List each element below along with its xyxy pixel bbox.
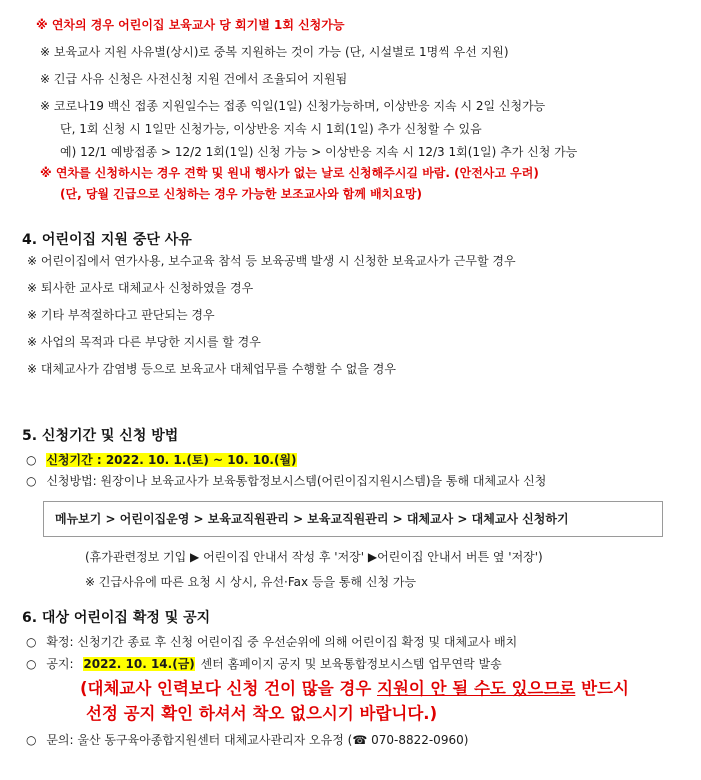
leave-warning: ※ 연차를 신청하시는 경우 견학 및 원내 행사가 없는 날로 신청해주시길 바람. (안전사고 우려) [40, 166, 539, 180]
bullet-circle: ○ [26, 635, 37, 649]
confirm-row [26, 633, 517, 651]
shortage-warning-line2: 선정 공지 확인 하셔서 착오 없으시기 바랍니다.) [86, 704, 438, 723]
period-row [26, 451, 297, 469]
warning-text: 반드시 [575, 679, 629, 698]
note-vaccine-detail: 단, 1회 신청 시 1일만 신청가능, 이상반응 지속 시 1회(1일) 추가 신청할 수 있음 [60, 122, 482, 136]
stop-reason: ※ 사업의 목적과 다른 부당한 지시를 할 경우 [27, 335, 261, 349]
application-method: 신청방법: 원장이나 보육교사가 보육통합정보시스템(어린이집지원시스템)을 통해 대체교사 신청 [46, 474, 547, 488]
application-period: 신청기간 : 2022. 10. 1.(토) ~ 10. 10.(월) [46, 453, 297, 467]
note-vaccine-support: ※ 코로나19 백신 접종 지원일수는 접종 익일(1일) 신청가능하며, 이상반응 지속 시 2일 신청가능 [40, 99, 546, 113]
stop-reason: ※ 대체교사가 감염병 등으로 보육교사 대체업무를 수행할 수 없을 경우 [27, 362, 396, 376]
stop-reason: ※ 기타 부적절하다고 판단되는 경우 [27, 308, 215, 322]
section-6-title: 6. 대상 어린이집 확정 및 공지 [22, 610, 211, 626]
menu-path-box [43, 501, 663, 537]
bullet-circle: ○ [26, 474, 37, 488]
save-instruction: (휴가관련정보 기입 ▶ 어린이집 안내서 작성 후 '저장' ▶어린이집 안내서 버튼 옆 '저장') [85, 550, 543, 564]
warning-underlined: 지원이 안 될 수도 있으므로 [377, 679, 576, 698]
bullet-circle: ○ [26, 453, 37, 467]
contact-row [26, 731, 468, 749]
note-vaccine-example: 예) 12/1 예방접종 > 12/2 1회(1일) 신청 가능 > 이상반응 지속 시 12/3 1회(1일) 추가 신청 가능 [60, 145, 578, 159]
urgent-request-note: ※ 긴급사유에 따른 요청 시 상시, 유선·Fax 등을 통해 신청 가능 [85, 575, 417, 589]
notice-label: 공지: [46, 657, 74, 671]
section-5-title: 5. 신청기간 및 신청 방법 [22, 428, 179, 444]
section-4-title: 4. 어린이집 지원 중단 사유 [22, 232, 192, 248]
notice-row [26, 655, 502, 673]
bullet-circle: ○ [26, 657, 37, 671]
bullet-circle: ○ [26, 733, 37, 747]
stop-reason: ※ 퇴사한 교사로 대체교사 신청하였을 경우 [27, 281, 254, 295]
notice-date: 2022. 10. 14.(금) [83, 657, 195, 671]
shortage-warning-line1 [80, 678, 629, 700]
note-duplicate-support: ※ 보육교사 지원 사유별(상시)로 중복 지원하는 것이 가능 (단, 시설별로 1명씩 우선 지원) [40, 45, 509, 59]
menu-path: 메뉴보기 > 어린이집운영 > 보육교직원관리 > 보육교직원관리 > 대체교사 > 대체교사 신청하기 [55, 512, 569, 526]
warning-text: (대체교사 인력보다 신청 건이 많을 경우 [80, 679, 378, 698]
note-urgent-support: ※ 긴급 사유 신청은 사전신청 지원 건에서 조율되어 지원됨 [40, 72, 348, 86]
limit-note: ※ 연차의 경우 어린이집 보육교사 당 회기별 1회 신청가능 [36, 18, 345, 32]
stop-reason: ※ 어린이집에서 연가사용, 보수교육 참석 등 보육공백 발생 시 신청한 보육교사가 근무할 경우 [27, 254, 516, 268]
notice-text: 센터 홈페이지 공지 및 보육통합정보시스템 업무연락 발송 [200, 657, 502, 671]
contact-text: 문의: 울산 동구육아종합지원센터 대체교사관리자 오유정 (☎ 070-8822-0960) [46, 733, 469, 747]
leave-warning-sub: (단, 당월 긴급으로 신청하는 경우 가능한 보조교사와 함께 배치요망) [60, 187, 422, 201]
confirm-text: 확정: 신청기간 종료 후 신청 어린이집 중 우선순위에 의해 어린이집 확정 및 대체교사 배치 [46, 635, 518, 649]
method-row [26, 472, 546, 490]
